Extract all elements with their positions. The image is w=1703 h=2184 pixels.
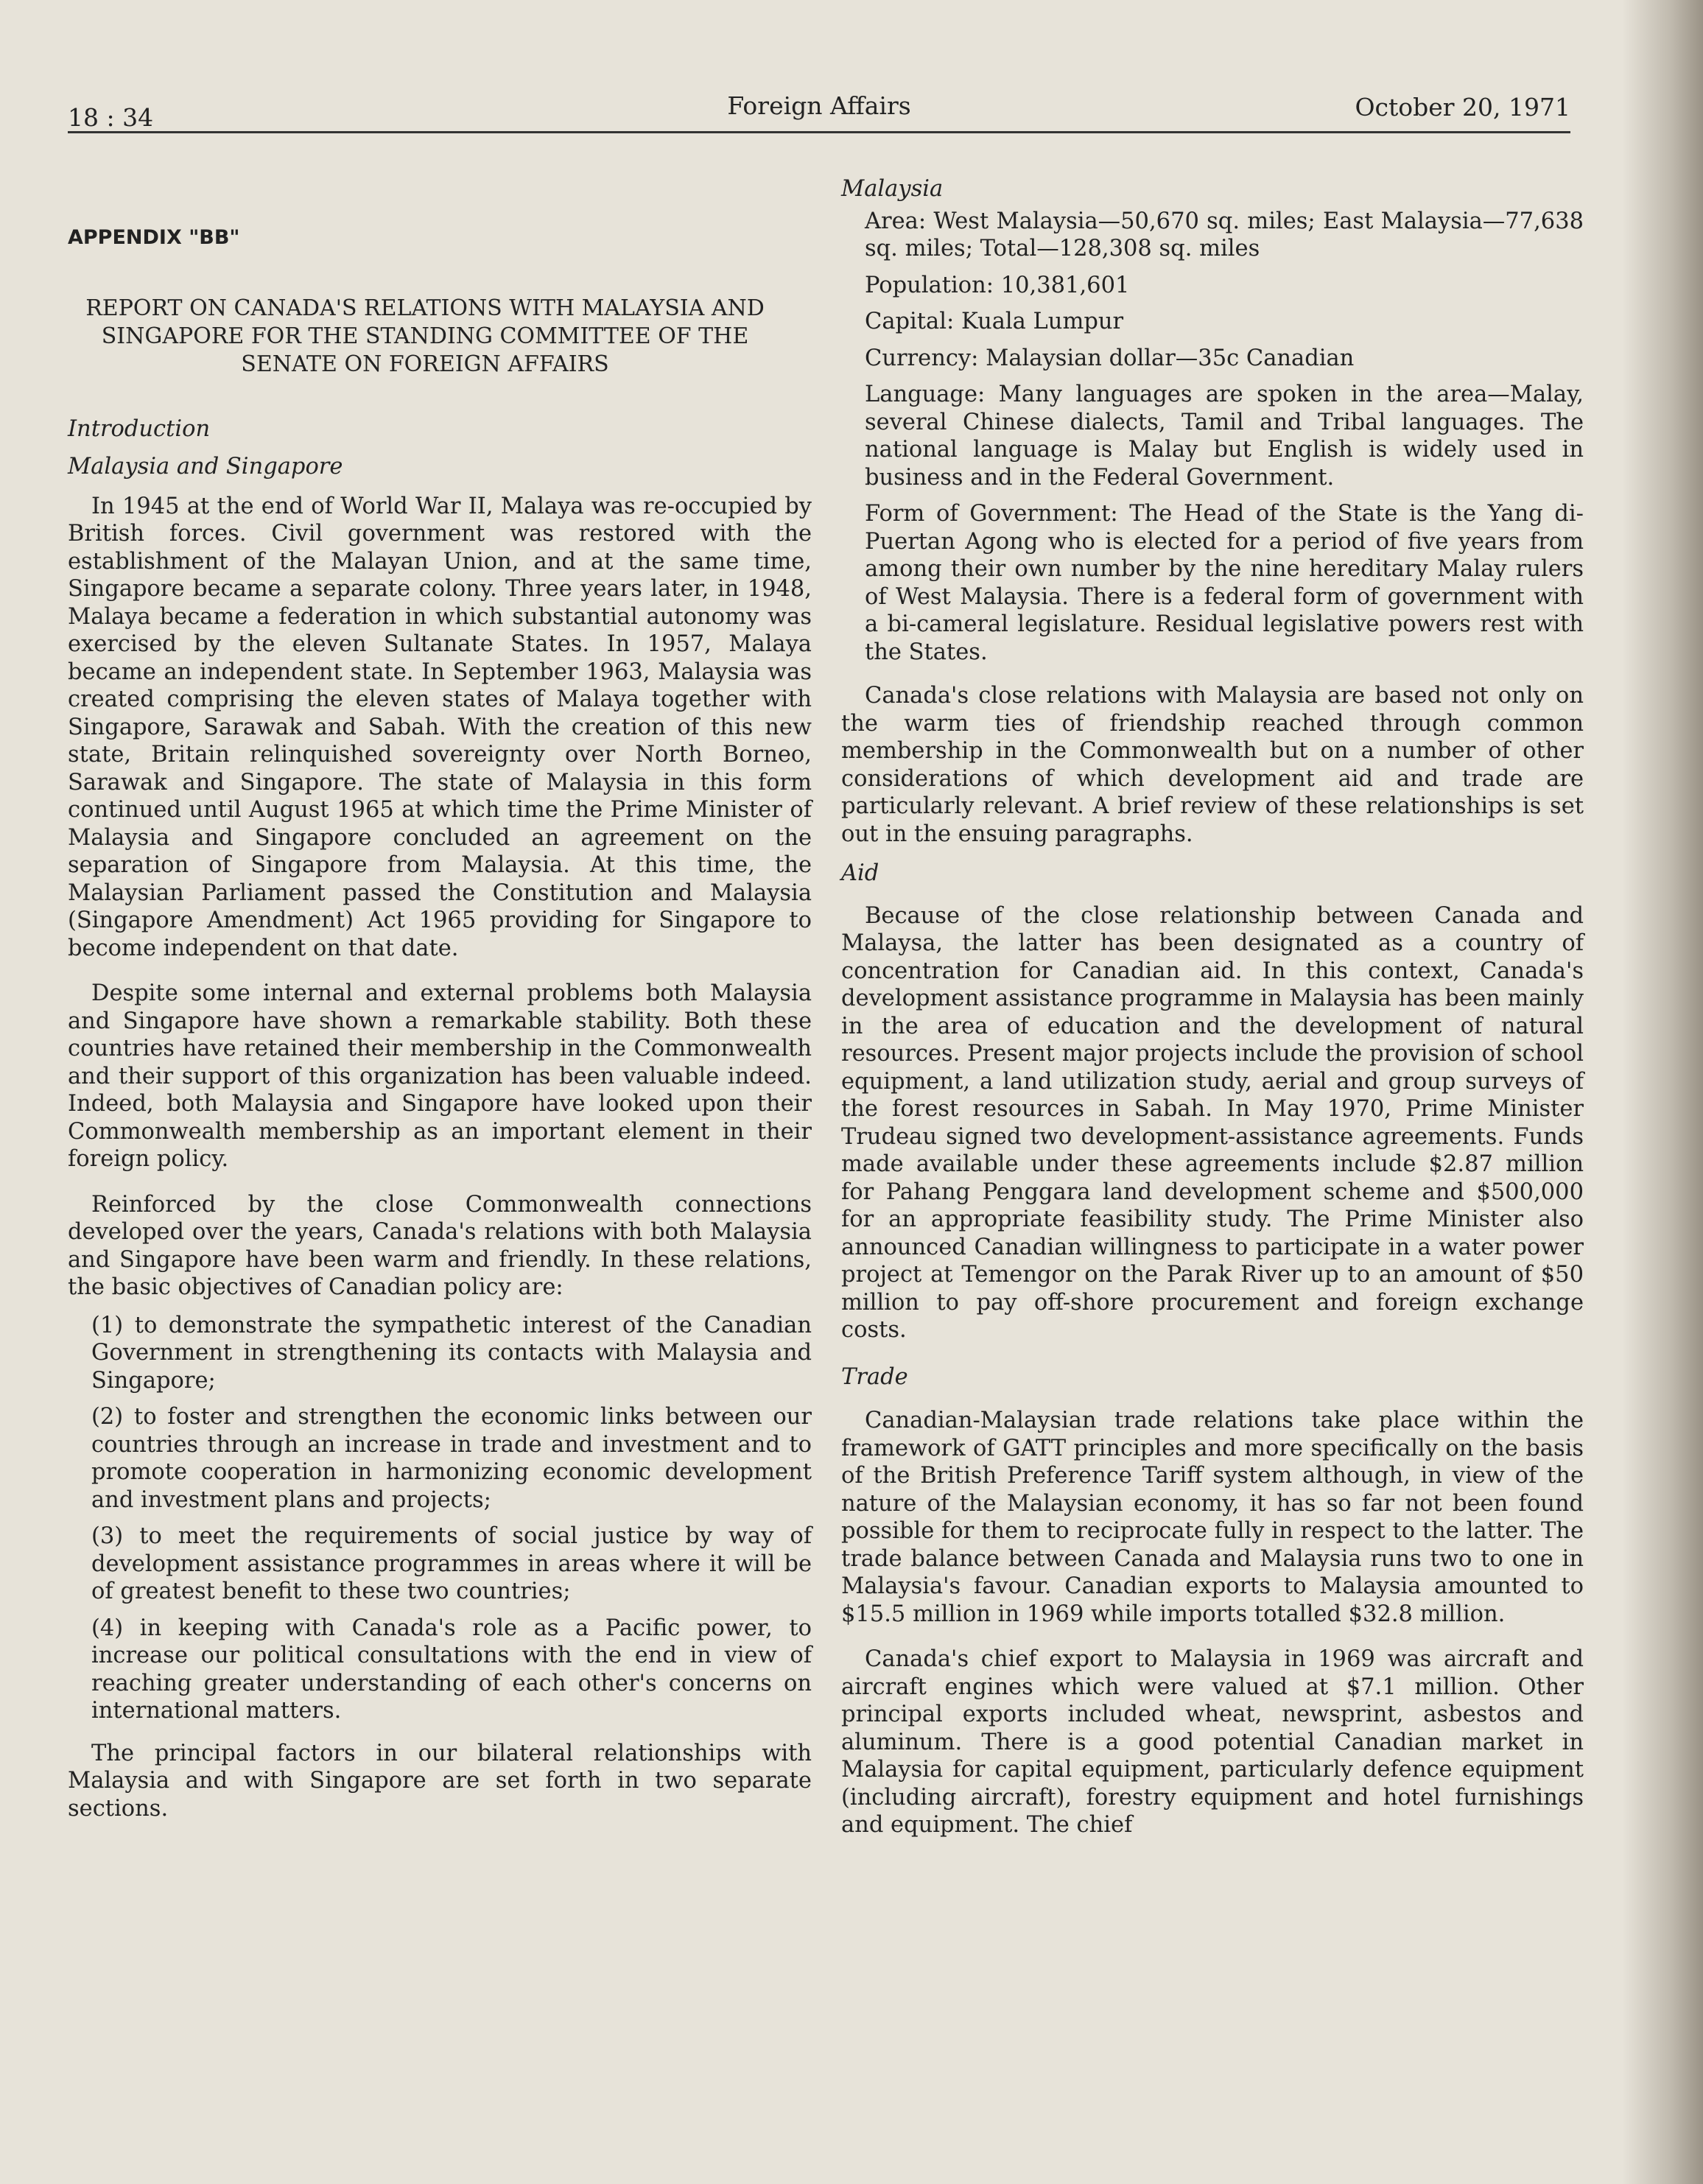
page-header bbox=[68, 88, 1570, 133]
fact-capital: Capital: Kuala Lumpur bbox=[865, 309, 1124, 334]
paragraph-objectives-intro: Reinforced by the close Commonwealth connections developed over the years, Canada's relations with both Malaysia and Singapore have been warm and friendly. In these relations, the basic objectives of Canadian policy are: bbox=[68, 1191, 812, 1300]
fact-area: Area: West Malaysia—50,670 sq. miles; East Malaysia—77,638 sq. miles; Total—128,308 sq. miles bbox=[865, 208, 1584, 261]
objective-item: (3) to meet the requirements of social justice by way of development assistance programmes in areas where it will be of greatest benefit to these two countries; bbox=[91, 1523, 812, 1604]
right-column bbox=[841, 175, 1584, 1839]
objective-item: (4) in keeping with Canada's role as a Pacific power, to increase our political consultations with the end in view of reaching greater understanding of each other's concerns on international matters. bbox=[91, 1615, 812, 1724]
fact-language: Language: Many languages are spoken in the area—Malay, several Chinese dialects, Tamil and Tribal languages. The national language is Malay but English is widely used in business and in the Federal Government. bbox=[865, 382, 1584, 491]
malaysia-facts bbox=[841, 208, 1584, 667]
heading-introduction: Introduction bbox=[68, 415, 211, 442]
paragraph-stability: Despite some internal and external problems both Malaysia and Singapore have shown a remarkable stability. Both these countries have retained their membership in the Commonwealth and their support of this organization has been valuable indeed. Indeed, both Malaysia and Singapore have looked upon their Commonwealth membership as an important element in their foreign policy. bbox=[68, 980, 812, 1172]
paragraph-aid: Because of the close relationship between Canada and Malaysa, the latter has been designated as a country of concentration for Canadian aid. In this context, Canada's development assistance programme in Malaysia has been mainly in the area of education and the development of natural resources. Present major projects include the provision of school equipment, a land utilization study, aerial and group surveys of the forest resources in Sabah. In May 1970, Prime Minister Trudeau signed two development-assistance agreements. Funds made available under these agreements include $2.87 million for Pahang Penggara land development scheme and $500,000 for an appropriate feasibility study. The Prime Minister also announced Canadian willingness to participate in a water power project at Temengor on the Parak River up to an amount of $50 million to pay off-shore procurement and foreign exchange costs. bbox=[841, 902, 1584, 1343]
objective-item: (1) to demonstrate the sympathetic interest of the Canadian Government in strengthening its contacts with Malaysia and Singapore; bbox=[91, 1312, 812, 1394]
fact-government: Form of Government: The Head of the State is the Yang di-Puertan Agong who is elected for a period of five years from among their own number by the nine hereditary Malay rulers of West Malaysia. There is a federal form of government with a bi-cameral legislature. Residual legislative powers rest with the States. bbox=[865, 501, 1584, 665]
left-column bbox=[68, 177, 812, 1822]
paragraph-relations: Canada's close relations with Malaysia are based not only on the warm ties of friendship reached through common membership in the Commonwealth but on a number of other considerations of which development aid and trade are particularly relevant. A brief review of these relationships is set out in the ensuing paragraphs. bbox=[841, 683, 1584, 847]
objective-item: (2) to foster and strengthen the economic links between our countries through an increase in trade and investment and to promote cooperation in harmonizing economic development and investment plans and projects; bbox=[91, 1404, 812, 1513]
heading-malaysia: Malaysia bbox=[841, 176, 944, 202]
heading-malaysia-singapore: Malaysia and Singapore bbox=[68, 454, 343, 480]
paragraph-history: In 1945 at the end of World War II, Malaya was re-occupied by British forces. Civil government was restored with the establishment of the Malayan Union, and at the same time, Singapore became a separate colony. Three years later, in 1948, Malaya became a federation in which substantial autonomy was exercised by the eleven Sultanate States. In 1957, Malaya became an independent state. In September 1963, Malaysia was created comprising the eleven states of Malaya together with Singapore, Sarawak and Sabah. With the creation of this new state, Britain relinquished sovereignty over North Borneo, Sarawak and Singapore. The state of Malaysia in this form continued until August 1965 at which time the Prime Minister of Malaysia and Singapore concluded an agreement on the separation of Singapore from Malaysia. At this time, the Malaysian Parliament passed the Constitution and Malaysia (Singapore Amendment) Act 1965 providing for Singapore to become independent on that date. bbox=[68, 493, 812, 961]
page-number: 18 : 34 bbox=[68, 103, 154, 132]
report-title: REPORT ON CANADA'S RELATIONS WITH MALAYSIA AND SINGAPORE FOR THE STANDING COMMITTEE OF THE SENATE ON FOREIGN AFFAIRS bbox=[85, 295, 765, 377]
page-binding-shadow bbox=[1622, 0, 1703, 2184]
publication-date: October 20, 1971 bbox=[1355, 93, 1570, 122]
fact-currency: Currency: Malaysian dollar—35c Canadian bbox=[865, 345, 1355, 371]
appendix-label: APPENDIX "BB" bbox=[68, 226, 240, 249]
heading-aid: Aid bbox=[841, 860, 879, 886]
paragraph-trade-exports: Canada's chief export to Malaysia in 1969 was aircraft and aircraft engines which were valued at $7.1 million. Other principal exports included wheat, newsprint, asbestos and aluminum. There is a good potential Canadian market in Malaysia for capital equipment, particularly defence equipment (including aircraft), forestry equipment and hotel furnishings and equipment. The chief bbox=[841, 1646, 1584, 1838]
publication-title: Foreign Affairs bbox=[727, 91, 911, 120]
heading-trade: Trade bbox=[841, 1363, 908, 1390]
paragraph-trade-relations: Canadian-Malaysian trade relations take place within the framework of GATT principles and more specifically on the basis of the British Preference Tariff system although, in view of the nature of the Malaysian economy, it has so far not been found possible for them to reciprocate fully in respect to the latter. The trade balance between Canada and Malaysia runs two to one in Malaysia's favour. Canadian exports to Malaysia amounted to $15.5 million in 1969 while imports totalled $32.8 million. bbox=[841, 1408, 1584, 1627]
paragraph-principal-factors: The principal factors in our bilateral relationships with Malaysia and with Singapore are set forth in two separate sections. bbox=[68, 1740, 812, 1822]
fact-population: Population: 10,381,601 bbox=[865, 272, 1130, 298]
